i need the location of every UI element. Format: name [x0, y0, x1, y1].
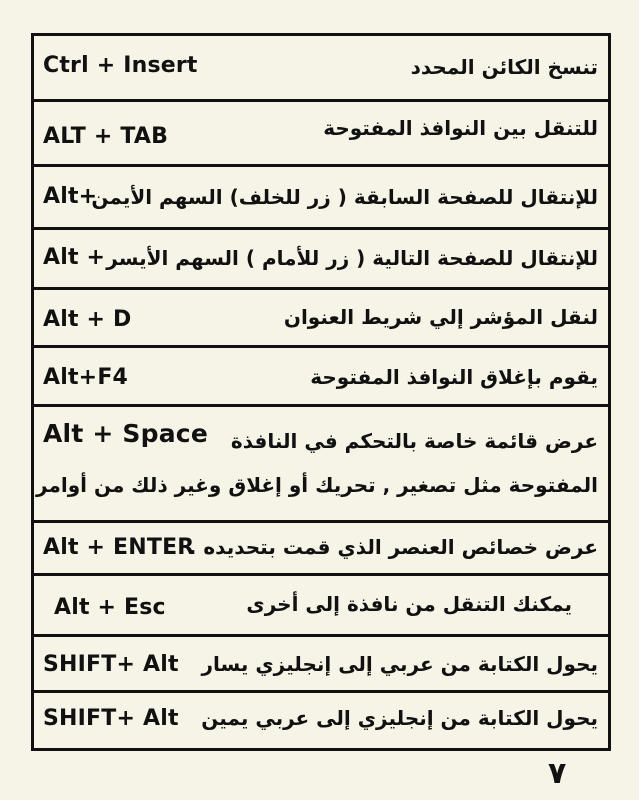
shortcut-description: يقوم بإغلاق النوافذ المفتوحة: [310, 365, 598, 389]
shortcut-key: Alt +: [43, 245, 106, 270]
page-number: ٧: [548, 756, 567, 791]
shortcut-key: Ctrl + Insert: [43, 53, 198, 78]
table-row: [34, 36, 608, 102]
shortcut-description: للتنقل بين النوافذ المفتوحة: [323, 116, 598, 140]
shortcut-key: SHIFT+ Alt: [43, 706, 179, 731]
table-row: [34, 407, 608, 523]
table-row: [34, 290, 608, 348]
table-row: [34, 523, 608, 576]
shortcut-description: للإنتقال للصفحة السابقة ( زر للخلف) السهم الأيمن: [91, 185, 598, 209]
shortcut-key: Alt + Space: [43, 419, 208, 448]
shortcut-description: للإنتقال للصفحة التالية ( زر للأمام ) السهم الأيسر: [106, 246, 598, 270]
shortcut-key: Alt+: [43, 184, 98, 209]
shortcut-description: عرض قائمة خاصة بالتحكم في النافذة: [230, 429, 598, 453]
shortcut-key: Alt + D: [43, 307, 132, 332]
shortcut-description-line2: المفتوحة مثل تصغير , تحريك أو إغلاق وغير ذلك من أوامر: [36, 473, 598, 497]
table-row: [34, 167, 608, 230]
shortcut-key: SHIFT+ Alt: [43, 652, 179, 677]
table-row: [34, 102, 608, 167]
table-row: [34, 230, 608, 290]
shortcut-key: Alt + ENTER: [43, 535, 195, 560]
shortcut-description: يحول الكتابة من إنجليزي إلى عربي يمين: [201, 706, 598, 730]
shortcut-key: Alt + Esc: [54, 595, 166, 620]
table-row: [34, 348, 608, 407]
shortcut-description: تنسخ الكائن المحدد: [410, 55, 598, 79]
shortcut-description: لنقل المؤشر إلي شريط العنوان: [283, 305, 598, 329]
shortcut-key: Alt+F4: [43, 365, 129, 390]
table-row: [34, 637, 608, 693]
shortcut-description: يحول الكتابة من عربي إلى إنجليزي يسار: [201, 652, 598, 676]
table-row: [34, 693, 608, 748]
shortcuts-table: [31, 33, 611, 751]
shortcut-description: عرض خصائص العنصر الذي قمت بتحديده .: [188, 535, 598, 559]
table-row: [34, 576, 608, 637]
shortcut-key: ALT + TAB: [43, 124, 169, 149]
shortcut-description: يمكنك التنقل من نافذة إلى أخرى: [246, 592, 572, 616]
